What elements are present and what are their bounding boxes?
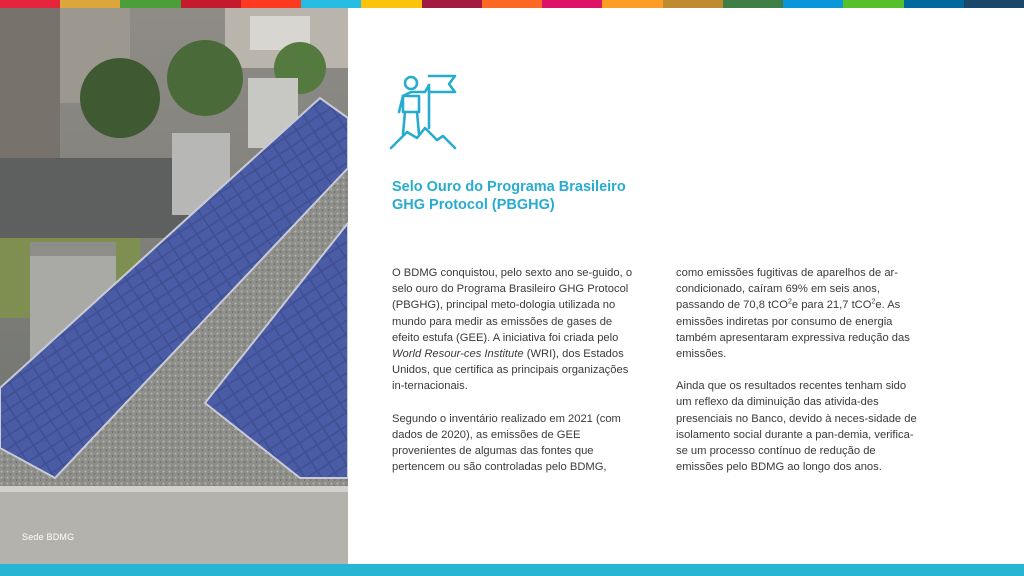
color-stripe-segment xyxy=(843,0,903,8)
solar-panels-photo xyxy=(0,8,348,564)
body-column-right xyxy=(676,265,921,491)
color-stripe-segment xyxy=(904,0,964,8)
color-stripe-segment xyxy=(241,0,301,8)
color-stripe-segment xyxy=(181,0,241,8)
section-title: Selo Ouro do Programa Brasileiro GHG Protocol (PBGHG) xyxy=(392,179,626,213)
color-stripe-segment xyxy=(542,0,602,8)
bottom-accent-bar xyxy=(0,564,1024,576)
color-stripe-segment xyxy=(482,0,542,8)
color-stripe-segment xyxy=(361,0,421,8)
color-stripe-segment xyxy=(663,0,723,8)
person-with-flag-icon xyxy=(389,72,461,152)
photo-caption: Sede BDMG xyxy=(22,532,75,542)
color-stripe-segment xyxy=(0,0,60,8)
paragraph-inventory-2021: Segundo o inventário realizado em 2021 (com dados de 2020), as emissões de GEE provenientes de algumas das fontes que pertencem ou são controladas pelo BDMG, xyxy=(392,412,621,474)
color-stripe-segment xyxy=(723,0,783,8)
color-stripe-segment xyxy=(783,0,843,8)
color-stripe-bar xyxy=(0,0,1024,8)
paragraph-pbghg-intro: O BDMG conquistou, pelo sexto ano se-guido, o selo ouro do Programa Brasileiro GHG Protocol (PBGHG), principal meto-dologia utilizada no mundo para medir as emissões de gases de efeito estufa (GEE). A iniciativa foi criada pelo World Resour-ces Institute (WRI), dos Estados Unidos, que certifica as principais organizações in-ternacionais. xyxy=(392,267,633,393)
color-stripe-segment xyxy=(422,0,482,8)
color-stripe-segment xyxy=(301,0,361,8)
color-stripe-segment xyxy=(60,0,120,8)
paragraph-pandemic-context: Ainda que os resultados recentes tenham sido um reflexo da diminuição das ativida-des presenciais no Banco, devido à neces-sidade de isolamento social durante a pan-demia, verifica-se um processo contínuo de redução de emissões pelo BDMG ao longo dos anos. xyxy=(676,380,917,474)
body-column-left xyxy=(392,265,637,491)
color-stripe-segment xyxy=(120,0,180,8)
color-stripe-segment xyxy=(602,0,662,8)
paragraph-emissions-reduction: como emissões fugitivas de aparelhos de ar-condicionado, caíram 69% em seis anos, passando de 70,8 tCO$^2$e para 21,7 tCO$^2$e. As emissões indiretas por consumo de energia também apresentaram expressiva redução das emissões. xyxy=(676,267,910,361)
color-stripe-segment xyxy=(964,0,1024,8)
